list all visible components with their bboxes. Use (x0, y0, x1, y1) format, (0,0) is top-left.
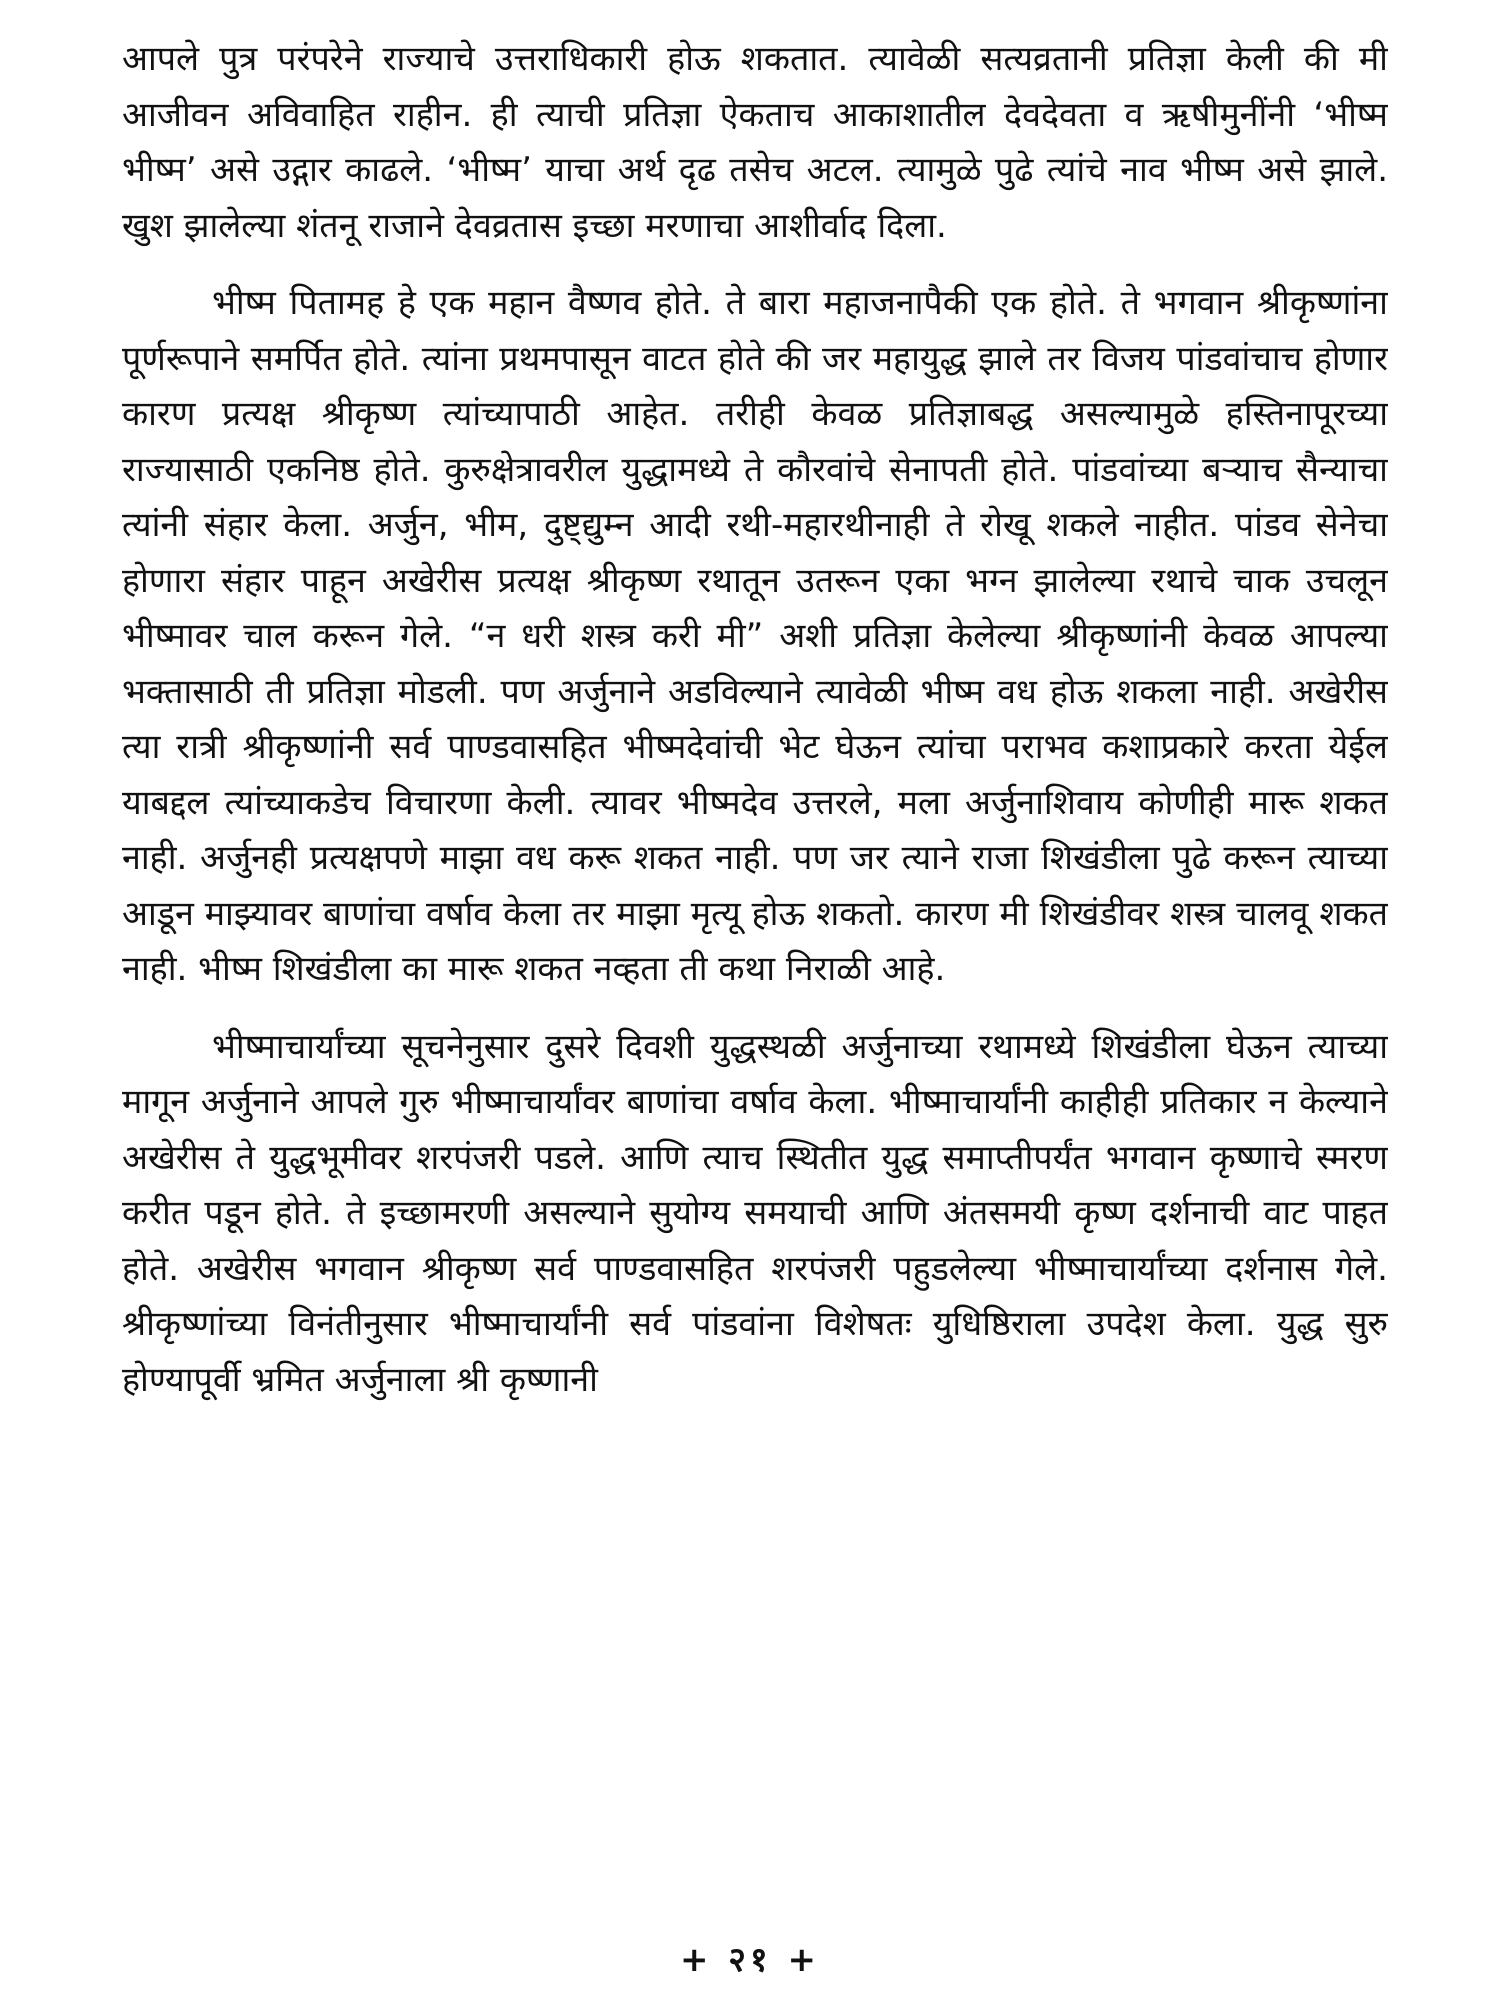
paragraph-2: भीष्म पितामह हे एक महान वैष्णव होते. ते बारा महाजनापैकी एक होते. ते भगवान श्रीकृष्णांना पूर्णरूपाने समर्पित होते. त्यांना प्रथमपासून वाटत होते की जर महायुद्ध झाले तर विजय पांडवांचाच होणार कारण प्रत्यक्ष श्रीकृष्ण त्यांच्यापाठी आहेत. तरीही केवळ प्रतिज्ञाबद्ध असल्यामुळे हस्तिनापूरच्या राज्यासाठी एकनिष्ठ होते. कुरुक्षेत्रावरील युद्धामध्ये ते कौरवांचे सेनापती होते. पांडवांच्या बऱ्याच सैन्याचा त्यांनी संहार केला. अर्जुन, भीम, दुष्ट्द्युम्न आदी रथी-महारथीनाही ते रोखू शकले नाहीत. पांडव सेनेचा होणारा संहार पाहून अखेरीस प्रत्यक्ष श्रीकृष्ण रथातून उतरून एका भग्न झालेल्या रथाचे चाक उचलून भीष्मावर चाल करून गेले. “न धरी शस्त्र करी मी” अशी प्रतिज्ञा केलेल्या श्रीकृष्णांनी केवळ आपल्या भक्तासाठी ती प्रतिज्ञा मोडली. पण अर्जुनाने अडविल्याने त्यावेळी भीष्म वध होऊ शकला नाही. अखेरीस त्या रात्री श्रीकृष्णांनी सर्व पाण्डवासहित भीष्मदेवांची भेट घेऊन त्यांचा पराभव कशाप्रकारे करता येईल याबद्दल त्यांच्याकडेच विचारणा केली. त्यावर भीष्मदेव उत्तरले, मला अर्जुनाशिवाय कोणीही मारू शकत नाही. अर्जुनही प्रत्यक्षपणे माझा वध करू शकत नाही. पण जर त्याने राजा शिखंडीला पुढे करून त्याच्या आडून माझ्यावर बाणांचा वर्षाव केला तर माझा मृत्यू होऊ शकतो. कारण मी शिखंडीवर शस्त्र चालवू शकत नाही. भीष्म शिखंडीला का मारू शकत नव्हता ती कथा निराळी आहे. (122, 283, 1388, 989)
page-number: + २१ + (679, 1940, 820, 1980)
document-page (122, 32, 1388, 1932)
paragraph-3: भीष्माचार्यांच्या सूचनेनुसार दुसरे दिवशी युद्धस्थळी अर्जुनाच्या रथामध्ये शिखंडीला घेऊन त्याच्या मागून अर्जुनाने आपले गुरु भीष्माचार्यांवर बाणांचा वर्षाव केला. भीष्माचार्यांनी काहीही प्रतिकार न केल्याने अखेरीस ते युद्धभूमीवर शरपंजरी पडले. आणि त्याच स्थितीत युद्ध समाप्तीपर्यंत भगवान कृष्णाचे स्मरण करीत पडून होते. ते इच्छामरणी असल्याने सुयोग्य समयाची आणि अंतसमयी कृष्ण दर्शनाची वाट पाहत होते. अखेरीस भगवान श्रीकृष्ण सर्व पाण्डवासहित शरपंजरी पहुडलेल्या भीष्माचार्यांच्या दर्शनास गेले. श्रीकृष्णांच्या विनंतीनुसार भीष्माचार्यांनी सर्व पांडवांना विशेषतः युधिष्ठिराला उपदेश केला. युद्ध सुरु होण्यापूर्वी भ्रमित अर्जुनाला श्री कृष्णानी (122, 1026, 1388, 1400)
paragraph-1: आपले पुत्र परंपरेने राज्याचे उत्तराधिकारी होऊ शकतात. त्यावेळी सत्यव्रतानी प्रतिज्ञा केली की मी आजीवन अविवाहित राहीन. ही त्याची प्रतिज्ञा ऐकताच आकाशातील देवदेवता व ऋषीमुनींनी ‘भीष्म भीष्म’ असे उद्गार काढले. ‘भीष्म’ याचा अर्थ दृढ तसेच अटल. त्यामुळे पुढे त्यांचे नाव भीष्म असे झाले. खुश झालेल्या शंतनू राजाने देवव्रतास इच्छा मरणाचा आशीर्वाद दिला. (122, 39, 1388, 246)
